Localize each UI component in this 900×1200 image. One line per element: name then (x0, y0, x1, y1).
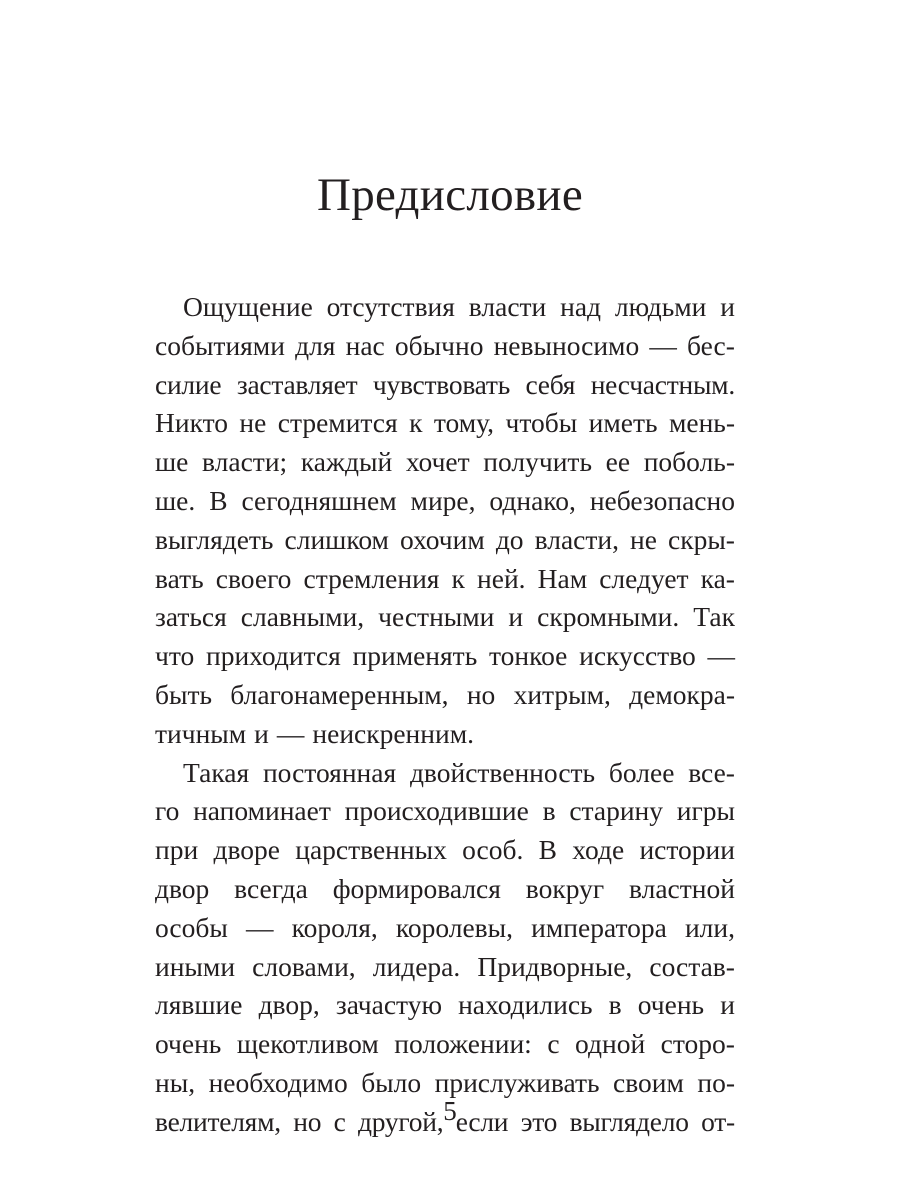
word: чувствовать (372, 368, 510, 400)
word: В (209, 484, 228, 516)
word: обычно (394, 329, 484, 361)
word: мире, (410, 484, 476, 516)
word: мень- (668, 407, 735, 439)
text-line-15 (155, 831, 735, 870)
word: событиями (155, 329, 285, 361)
word: выглядело (569, 1105, 689, 1137)
text-line-5 (155, 443, 735, 482)
word: с (547, 1028, 560, 1060)
word: го (155, 795, 180, 827)
word: хочет (405, 446, 470, 478)
word: не (630, 523, 657, 555)
word: ше. (155, 484, 196, 516)
word: — (276, 717, 305, 749)
word: охочим (400, 523, 485, 555)
word: Никто (155, 407, 228, 439)
word: но (293, 1105, 322, 1137)
word: заставляет (236, 368, 358, 400)
word: людьми (614, 291, 707, 322)
word: лявшие (155, 989, 243, 1021)
word: стремится (277, 407, 398, 439)
word: двор, (258, 989, 320, 1021)
word: хитрым, (513, 678, 611, 710)
word: властной (628, 872, 735, 904)
text-line-14 (155, 792, 735, 831)
word: это (520, 1105, 558, 1137)
text-line-6 (155, 482, 735, 521)
word: демокра- (629, 678, 735, 710)
text-line-18 (155, 948, 735, 987)
word: Так (693, 601, 735, 633)
text-line-9 (155, 598, 735, 637)
word: игры (676, 795, 735, 827)
word: себя (525, 368, 576, 400)
text-line-20 (155, 1025, 735, 1064)
word: слишком (284, 523, 389, 555)
word: при (155, 834, 199, 866)
word: в (608, 989, 622, 1021)
word: напоминает (193, 795, 331, 827)
word: находились (458, 989, 593, 1021)
word: скры- (668, 523, 735, 555)
word: быть (155, 678, 213, 710)
word: в (542, 795, 556, 827)
word: над (560, 291, 602, 322)
word: ней. (477, 562, 526, 594)
word: сегодняшнем (241, 484, 397, 516)
word: своего (215, 562, 292, 594)
text-line-8 (155, 560, 735, 599)
word: особы (155, 911, 228, 943)
word: приходится (206, 640, 341, 672)
word: Такая (183, 756, 250, 788)
word: силие (155, 368, 222, 400)
word: формировался (332, 872, 501, 904)
word: иными (155, 950, 236, 982)
word: — (246, 911, 274, 943)
word: применять (352, 640, 478, 672)
word: иметь (588, 407, 658, 439)
word: истории (639, 834, 735, 866)
text-line-7 (155, 521, 735, 560)
word: особ. (462, 834, 524, 866)
word: честными (378, 601, 495, 633)
word: от- (701, 1105, 735, 1137)
word: двойственность (409, 756, 596, 788)
word: к (409, 407, 423, 439)
word: постоянная (262, 756, 397, 788)
word: своим (613, 1066, 684, 1098)
word: власти, (534, 523, 619, 555)
word: и (508, 601, 524, 633)
word: ходе (572, 834, 625, 866)
word: положении: (394, 1028, 532, 1060)
word: двор (155, 872, 210, 904)
page-number: 5 (443, 1096, 457, 1126)
text-line-17 (155, 909, 735, 948)
word: очень (155, 1028, 222, 1060)
word: заться (155, 601, 227, 633)
word: необходимо (208, 1066, 348, 1098)
word: одной (575, 1028, 646, 1060)
word: ка- (700, 562, 735, 594)
word: однако, (489, 484, 576, 516)
word: каждый (300, 446, 393, 478)
word: вать (155, 562, 204, 594)
word: очень (637, 989, 705, 1021)
word: ее (605, 446, 631, 478)
word: тичным (155, 717, 247, 749)
word: скромными. (537, 601, 680, 633)
word: чтобы (505, 407, 578, 439)
word: власти; (202, 446, 288, 478)
word: королевы, (395, 911, 514, 943)
word: с (333, 1105, 346, 1137)
text-line-16 (155, 870, 735, 909)
word: искусство (579, 640, 696, 672)
text-line-3 (155, 366, 735, 405)
word: прислуживать (434, 1066, 600, 1098)
word: стремления (303, 562, 440, 594)
word: славными, (240, 601, 365, 633)
word: невыносимо (493, 329, 640, 361)
word: ны, (155, 1066, 196, 1098)
word: благонамеренным, (230, 678, 449, 710)
word: — (707, 640, 735, 672)
word: или, (684, 911, 735, 943)
word: и (254, 717, 269, 749)
word: тонкое (488, 640, 568, 672)
word: бес- (687, 329, 735, 361)
word: и (720, 291, 735, 322)
word: власти (468, 291, 547, 322)
word: получить (483, 446, 592, 478)
word: выглядеть (155, 523, 274, 555)
word: щекотливом (236, 1028, 379, 1060)
word: императора (531, 911, 667, 943)
word: и (720, 989, 735, 1021)
word: следует (599, 562, 689, 594)
word: не (239, 407, 267, 439)
word: — (649, 329, 677, 361)
word: короля, (291, 911, 378, 943)
word: лидера. (372, 950, 461, 982)
text-line-12 (155, 715, 735, 754)
text-line-11 (155, 676, 735, 715)
text-line-1 (155, 288, 735, 327)
word: несчастным. (590, 368, 735, 400)
word: велителям, (155, 1105, 281, 1137)
word: царственных (295, 834, 447, 866)
word: было (361, 1066, 422, 1098)
word: вокруг (525, 872, 605, 904)
word: что (155, 640, 195, 672)
word: отсутствия (326, 291, 455, 322)
text-line-4 (155, 404, 735, 443)
text-line-10 (155, 637, 735, 676)
word: все- (688, 756, 735, 788)
word: дворе (213, 834, 280, 866)
word: В (538, 834, 558, 866)
word: по- (697, 1066, 735, 1098)
word: старину (569, 795, 664, 827)
word: тому, (433, 407, 495, 439)
word: состав- (649, 950, 735, 982)
word: ше (155, 446, 189, 478)
word: небезопасно (589, 484, 735, 516)
word: Нам (537, 562, 588, 594)
page-title: Предисловие (316, 169, 584, 221)
text-line-13 (155, 754, 735, 793)
word: к (451, 562, 465, 594)
text-line-19 (155, 986, 735, 1025)
word: словами, (252, 950, 356, 982)
body-text (155, 288, 735, 1142)
word: всегда (234, 872, 308, 904)
word: сторо- (660, 1028, 735, 1060)
text-line-2 (155, 327, 735, 366)
word: поболь- (643, 446, 735, 478)
word: Придворные, (477, 950, 633, 982)
word: Ощущение (183, 291, 313, 322)
word: для (295, 329, 336, 361)
word: но (466, 678, 496, 710)
word: до (495, 523, 524, 555)
word: если (455, 1105, 509, 1137)
word: нас (345, 329, 385, 361)
word: происходившие (344, 795, 529, 827)
word: неискренним. (312, 717, 474, 749)
word: другой, (358, 1105, 444, 1137)
word: более (608, 756, 675, 788)
word: зачастую (335, 989, 442, 1021)
